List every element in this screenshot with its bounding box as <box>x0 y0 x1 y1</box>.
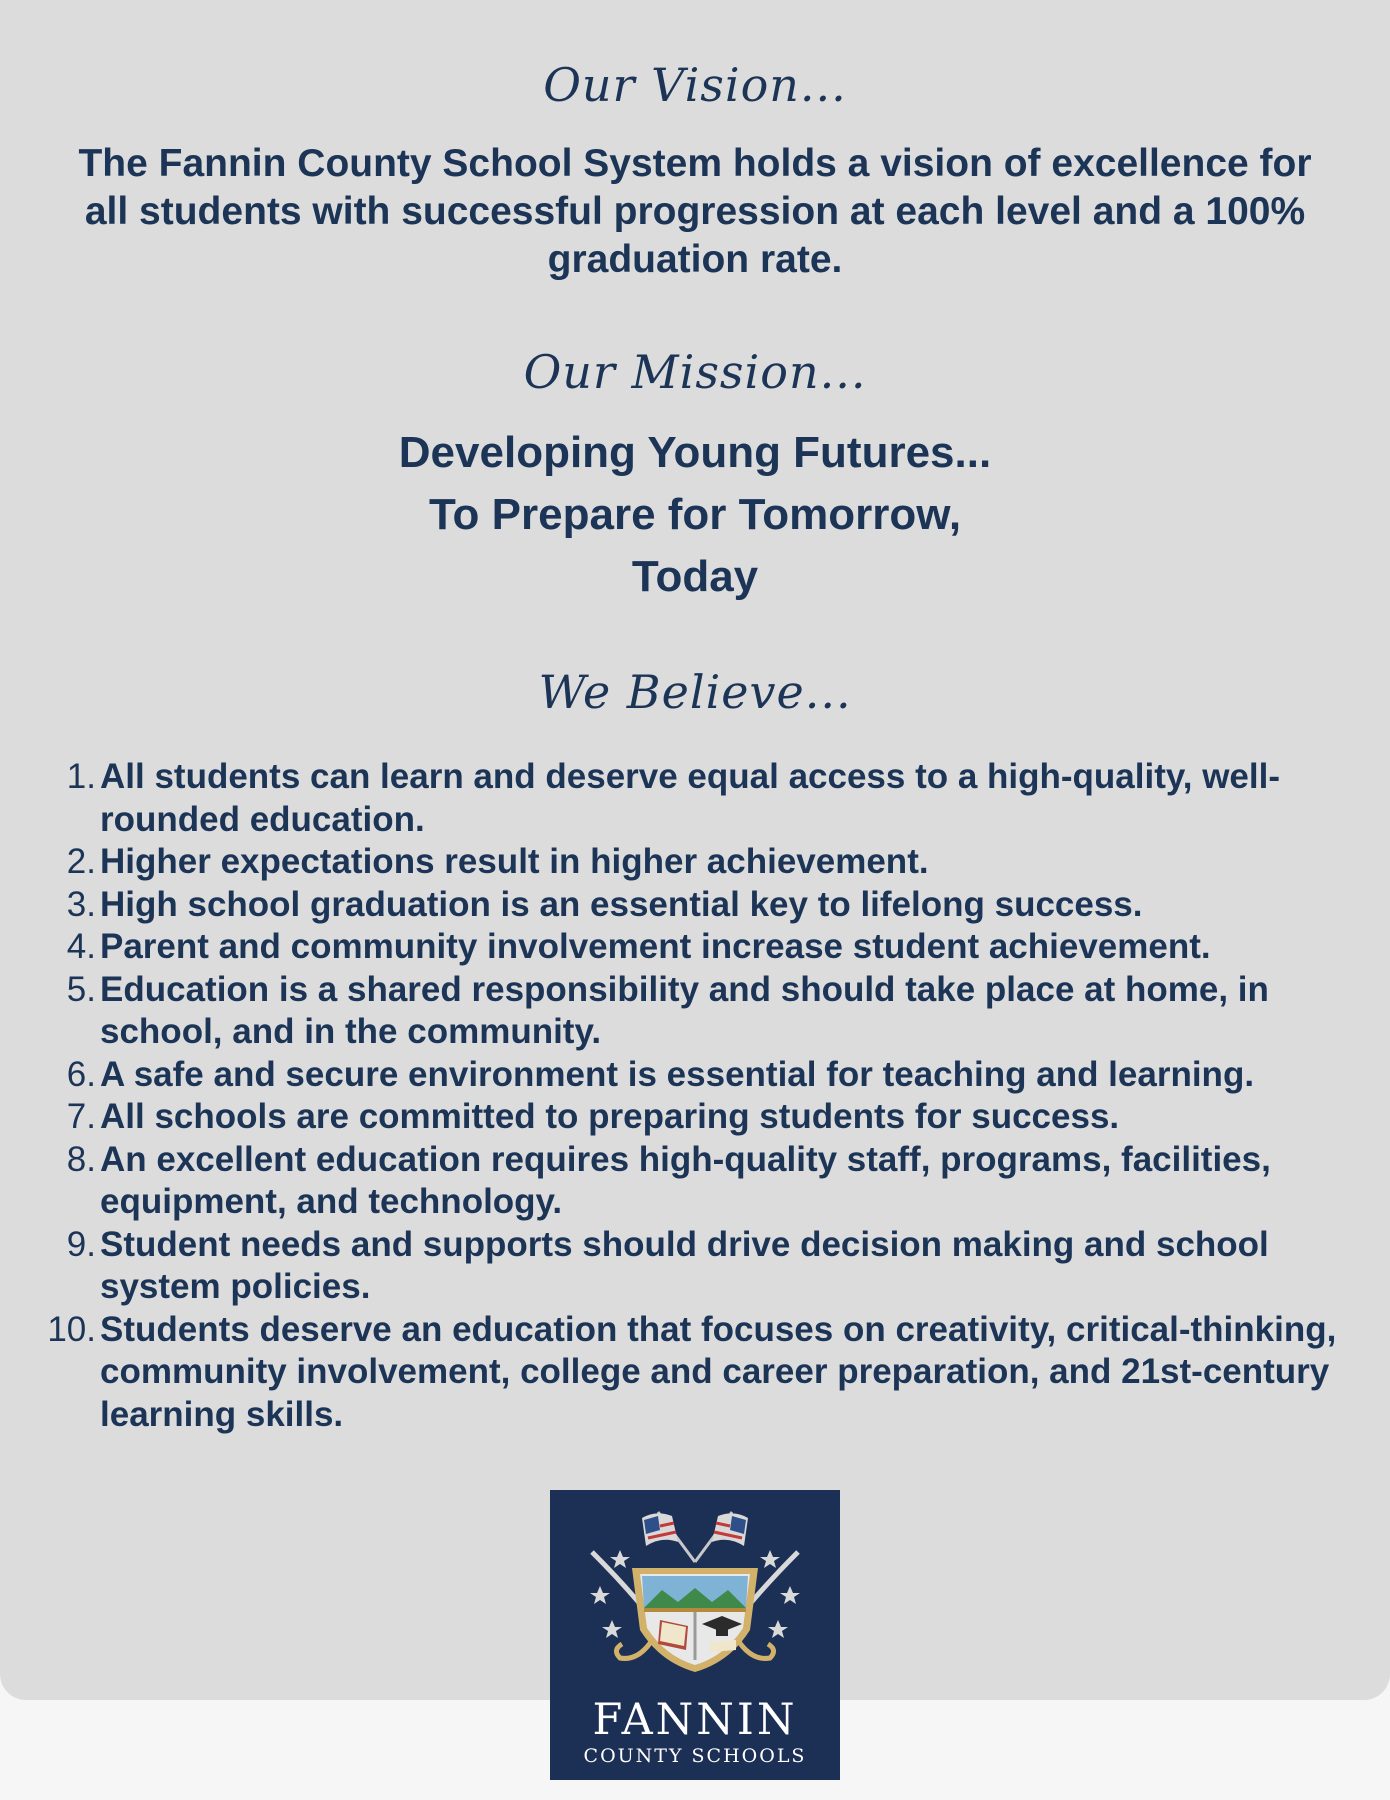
belief-text: A safe and secure environment is essential for teaching and learning. <box>100 1054 1255 1094</box>
belief-item <box>40 926 1360 969</box>
belief-item <box>40 1224 1360 1309</box>
logo-name: FANNIN <box>592 1695 798 1745</box>
belief-item <box>40 1309 1360 1437</box>
fannin-county-schools-logo <box>550 1490 840 1780</box>
belief-item <box>40 969 1360 1054</box>
belief-item <box>40 1096 1360 1139</box>
belief-number: 10. <box>47 1309 96 1349</box>
belief-item <box>40 1139 1360 1224</box>
belief-text: An excellent education requires high-quality staff, programs, facilities, equipment, and technology. <box>100 1139 1271 1221</box>
belief-number: 1. <box>66 757 96 796</box>
logo-subtitle: COUNTY SCHOOLS <box>583 1745 807 1767</box>
mission-line: Developing Young Futures... <box>398 428 992 477</box>
belief-number: 7. <box>66 1097 96 1136</box>
belief-number: 9. <box>66 1224 96 1264</box>
belief-number: 6. <box>66 1054 96 1094</box>
mission-heading: Our Mission... <box>523 345 867 399</box>
beliefs-heading: We Believe... <box>538 665 852 719</box>
belief-text: Higher expectations result in higher achievement. <box>100 842 929 881</box>
mission-statement <box>0 422 1390 608</box>
beliefs-list <box>40 756 1360 1436</box>
belief-text: Education is a shared responsibility and should take place at home, in school, and in the community. <box>100 969 1269 1051</box>
belief-text: Parent and community involvement increase student achievement. <box>100 927 1211 966</box>
belief-item <box>40 756 1360 841</box>
belief-number: 2. <box>66 842 96 881</box>
crest-icon <box>550 1490 840 1690</box>
belief-item <box>40 1054 1360 1097</box>
mission-line: Today <box>631 552 759 601</box>
belief-text: All students can learn and deserve equal access to a high-quality, well-rounded education. <box>100 757 1280 839</box>
belief-number: 3. <box>66 884 96 924</box>
belief-number: 5. <box>66 969 96 1009</box>
belief-text: Student needs and supports should drive decision making and school system policies. <box>100 1224 1269 1306</box>
belief-item <box>40 841 1360 884</box>
vision-heading: Our Vision... <box>543 58 847 112</box>
belief-number: 4. <box>66 927 96 966</box>
vision-statement: The Fannin County School System holds a vision of excellence for all students with successful progression at each level and a 100% graduation rate. <box>78 142 1312 281</box>
belief-text: All schools are committed to preparing students for success. <box>100 1097 1120 1136</box>
belief-text: High school graduation is an essential key to lifelong success. <box>100 884 1143 924</box>
belief-item <box>40 884 1360 927</box>
belief-number: 8. <box>66 1139 96 1179</box>
belief-text: Students deserve an education that focuses on creativity, critical-thinking, community involvement, college and career preparation, and 21st-century learning skills. <box>100 1309 1337 1434</box>
mission-line: To Prepare for Tomorrow, <box>428 490 962 539</box>
